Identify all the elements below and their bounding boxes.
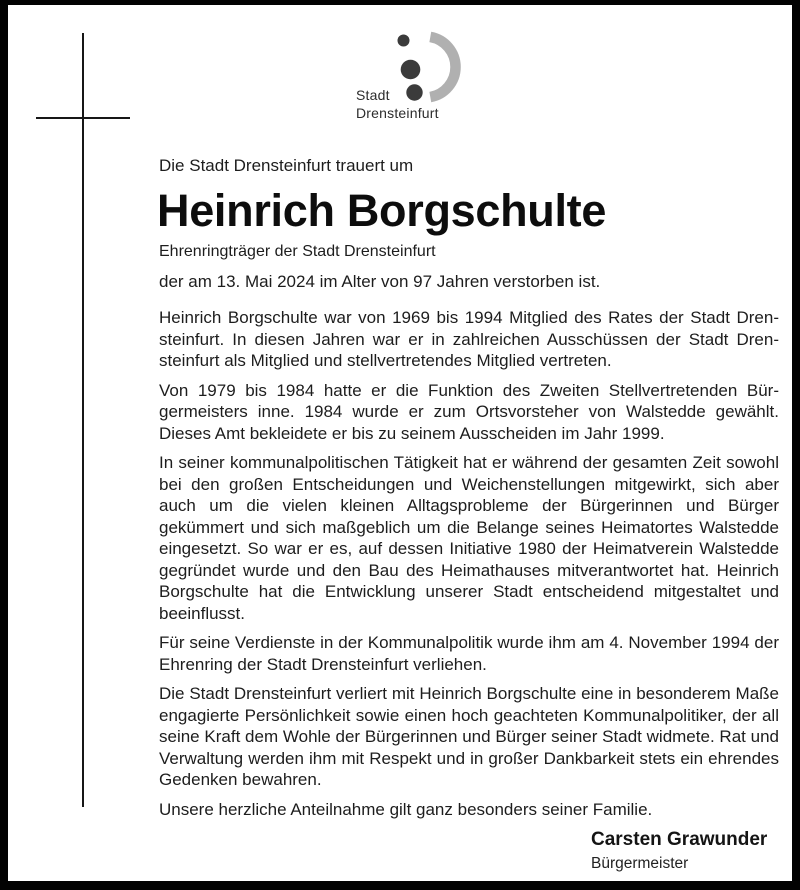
death-date-line: der am 13. Mai 2024 im Alter von 97 Jahren verstorben ist. [159,272,601,291]
obituary-paragraph: Die Stadt Drensteinfurt verliert mit Heinrich Borgschulte eine in besonderem Maße engagierte Persönlichkeit sowie einen hoch geachteten Kommunalpolitiker, der all seine Kraft dem Wohle der Bürgerinnen und Bürger seiner Stadt widmete. Rat und Verwaltung werden ihm mit Respekt und in großer Dankbarkeit stets ein ehrendes Gedenken bewahren. [159,684,779,789]
deceased-name: Heinrich Borgschulte [157,185,607,236]
intro-line: Die Stadt Drensteinfurt trauert um [159,156,414,175]
memorial-cross-icon-bar [36,117,130,119]
signature-title: Bürgermeister [591,855,689,872]
logo-text-line1: Stadt [356,87,390,103]
logo-text-line2: Drensteinfurt [356,105,439,121]
obituary-paragraph: Für seine Verdienste in der Kommunalpolitik wurde ihm am 4. November 1994 der Ehrenring der Stadt Drensteinfurt verliehen. [159,633,779,674]
memorial-cross-icon [82,33,84,807]
honorific-line: Ehrenringträger der Stadt Drensteinfurt [159,243,436,260]
obituary-body [159,307,779,828]
obituary-paragraph: In seiner kommunalpolitischen Tätigkeit hat er während der gesamten Zeit sowohl bei den großen Entscheidungen und Weichenstellungen mitgewirkt, sich aber auch um die vielen kleinen Alltagsprobleme der Bürgerinnen und Bürger gekümmert und sich maßgeblich um die Belange seines Heimatortes Walstedde eingesetzt. So war er es, auf dessen Initiative 1980 der Heimatverein Walstedde gegründet wurde und den Bau des Heimathauses mitverantwortet hat. Heinrich Borgschulte hat die Entwicklung unserer Stadt entscheidend mitgestaltet und beeinflusst. [159,453,779,623]
condolence-line: Unsere herzliche Anteilnahme gilt ganz besonders seiner Familie. [159,799,653,819]
signature-block [591,829,767,873]
signature-name: Carsten Grawunder [591,829,768,850]
logo-dot-top [398,35,410,47]
obituary-paragraph: Von 1979 bis 1984 hatte er die Funktion des Zweiten Stellvertretenden Bürgermeisters inne. 1984 wurde er zum Ortsvorsteher von Walstedde gewählt. Dieses Amt bekleidete er bis zu seinem Ausscheiden im Jahr 1999. [159,380,779,443]
logo-dot-middle [401,60,421,80]
city-logo-text [356,86,439,122]
obituary-paragraph: Heinrich Borgschulte war von 1969 bis 1994 Mitglied des Rates der Stadt Drensteinfurt. In diesen Jahren war er in zahlreichen Ausschüssen der Stadt Drensteinfurt als Mitglied und stellvertretendes Mitglied vertreten. [159,308,779,370]
